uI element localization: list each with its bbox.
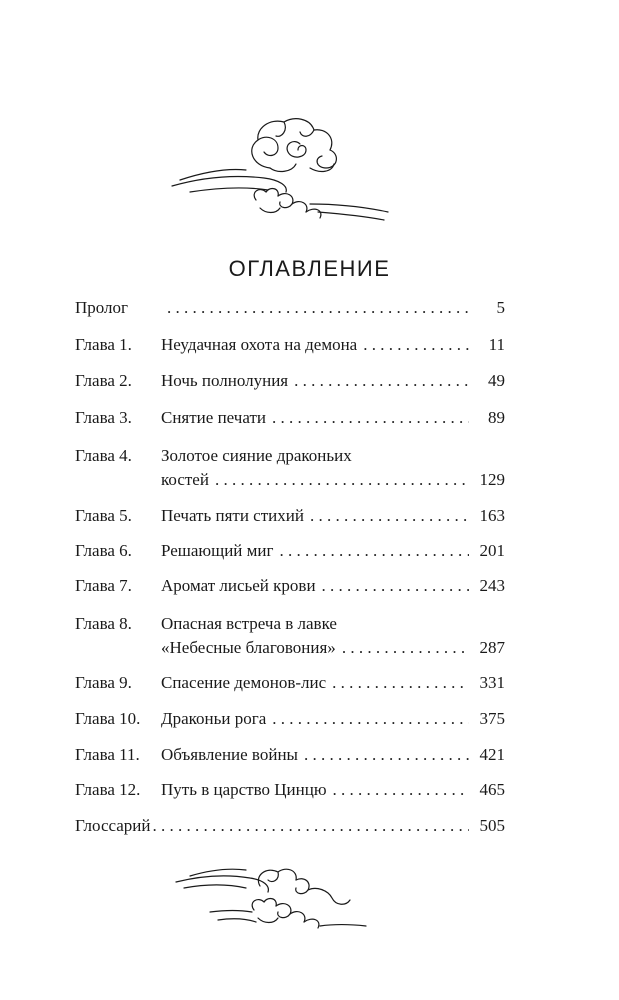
cloud-ornament-bottom: [170, 862, 370, 938]
entry-title: Решающий миг: [161, 541, 274, 560]
dot-leader: [332, 671, 469, 695]
entry-title: «Небесные благовония»: [161, 638, 336, 657]
entry-title: Путь в царство Цинцю: [161, 780, 327, 799]
dot-leader: [304, 743, 469, 767]
entry-page-number: 11: [488, 335, 505, 354]
entry-label: Глава 5.: [75, 506, 132, 525]
entry-label: Глава 1.: [75, 335, 132, 354]
entry-title: Ночь полнолуния: [161, 371, 289, 390]
entry-label: Глоссарий: [75, 816, 151, 835]
dot-leader: [272, 406, 469, 430]
entry-title-line1: Золотое сияние драконьих: [161, 446, 352, 465]
dot-leader: [322, 574, 469, 598]
entry-page-number: 505: [479, 816, 505, 835]
dot-leader: [279, 539, 469, 563]
dot-leader: [153, 814, 470, 838]
cloud-ornament-top: [160, 108, 400, 228]
entry-title-line1: Опасная встреча в лавке: [161, 614, 337, 633]
entry-page-number: 375: [479, 709, 505, 728]
entry-title: Печать пяти стихий: [161, 506, 304, 525]
entry-label: Глава 3.: [75, 408, 132, 427]
entry-page-number: 163: [479, 506, 505, 525]
entry-page-number: 243: [479, 576, 505, 595]
dot-leader: [167, 296, 469, 320]
toc-title: ОГЛАВЛЕНИЕ: [228, 256, 391, 281]
entry-title: Снятие печати: [161, 408, 266, 427]
entry-page-number: 89: [488, 408, 505, 427]
dot-leader: [333, 778, 469, 802]
entry-label: Глава 6.: [75, 541, 132, 560]
entry-label: Глава 8.: [75, 614, 132, 633]
entry-label: Глава 10.: [75, 709, 141, 728]
entry-title: Объявление войны: [161, 745, 298, 764]
entry-title: Аромат лисьей крови: [161, 576, 316, 595]
entry-page-number: 49: [488, 371, 505, 390]
dot-leader: [215, 468, 469, 492]
entry-label: Глава 9.: [75, 673, 132, 692]
cloud-icon: [160, 108, 400, 228]
cloud-icon: [170, 862, 370, 938]
dot-leader: [310, 504, 469, 528]
entry-label: Глава 2.: [75, 371, 132, 390]
entry-title: Неудачная охота на демона: [161, 335, 358, 354]
dot-leader: [294, 369, 469, 393]
entry-page-number: 5: [496, 298, 505, 317]
dot-leader: [272, 707, 469, 731]
entry-page-number: 201: [479, 541, 505, 560]
entry-page-number: 465: [479, 780, 505, 799]
entry-label: Пролог: [75, 298, 129, 317]
entry-title: Драконьи рога: [161, 709, 267, 728]
entry-title: Спасение демонов-лис: [161, 673, 327, 692]
entry-page-number: 129: [479, 470, 505, 489]
entry-page-number: 421: [479, 745, 505, 764]
dot-leader: [363, 333, 469, 357]
entry-label: Глава 12.: [75, 780, 141, 799]
entry-label: Глава 4.: [75, 446, 132, 465]
entry-page-number: 331: [479, 673, 505, 692]
dot-leader: [342, 636, 469, 660]
entry-title: костей: [161, 470, 209, 489]
entry-label: Глава 7.: [75, 576, 132, 595]
entry-page-number: 287: [479, 638, 505, 657]
entry-label: Глава 11.: [75, 745, 140, 764]
